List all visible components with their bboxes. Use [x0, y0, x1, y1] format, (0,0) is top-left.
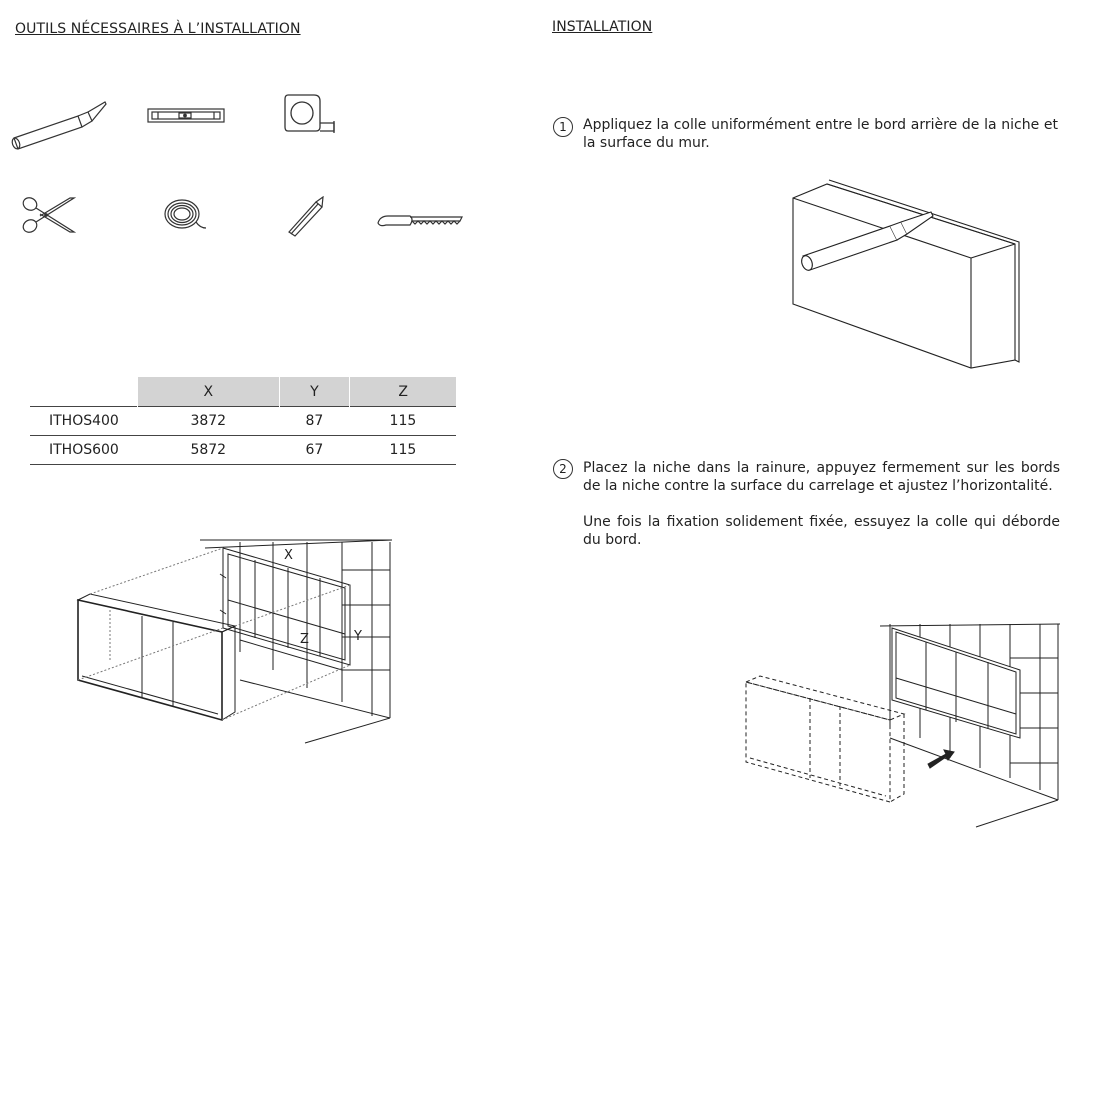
- table-cell-model: ITHOS600: [49, 442, 119, 458]
- niche-placement-diagram: [740, 618, 1070, 832]
- step-1-text: Appliquez la colle uniformément entre le bord arrière de la niche et la surface du mur.: [583, 117, 1058, 151]
- table-row: [30, 407, 456, 436]
- dimensions-table: [30, 377, 456, 465]
- table-header-y: Y: [279, 377, 350, 407]
- spirit-level-icon: [146, 106, 226, 126]
- table-header-row: [30, 377, 456, 407]
- dimension-label-x: X: [284, 548, 293, 563]
- table-cell-y: 67: [305, 442, 324, 458]
- dimension-label-z: Z: [300, 632, 309, 647]
- tape-roll-icon: [162, 198, 208, 232]
- step-1-number: 1: [553, 117, 573, 137]
- installation-heading: INSTALLATION: [552, 19, 653, 35]
- table-header-x: X: [138, 377, 280, 407]
- tools-heading: OUTILS NÉCESSAIRES À L’INSTALLATION: [15, 21, 301, 37]
- table-cell-z: 115: [389, 442, 417, 458]
- tape-measure-icon: [282, 93, 340, 135]
- table-cell-x: 5872: [190, 442, 227, 458]
- pencil-icon: [286, 196, 328, 238]
- step-2-text: Placez la niche dans la rainure, appuyez fermement sur les bords de la niche contre la surface du carrelage et ajustez l’horizontalité.: [583, 460, 1060, 494]
- table-cell-x: 3872: [190, 413, 227, 429]
- table-row: [30, 436, 456, 465]
- caulk-gun-icon: [8, 98, 108, 150]
- saw-knife-icon: [376, 207, 466, 231]
- step-2-text-secondary: Une fois la fixation solidement fixée, essuyez la colle qui déborde du bord.: [583, 514, 1060, 548]
- step-2-number: 2: [553, 459, 573, 479]
- dimension-label-y: Y: [354, 629, 362, 644]
- scissors-icon: [20, 194, 76, 236]
- table-header-empty: [30, 377, 138, 407]
- niche-dimension-diagram: [60, 530, 410, 750]
- table-cell-model: ITHOS400: [49, 413, 119, 429]
- glue-application-diagram: [785, 178, 1025, 374]
- table-cell-z: 115: [389, 413, 417, 429]
- table-cell-y: 87: [305, 413, 324, 429]
- table-header-z: Z: [350, 377, 456, 407]
